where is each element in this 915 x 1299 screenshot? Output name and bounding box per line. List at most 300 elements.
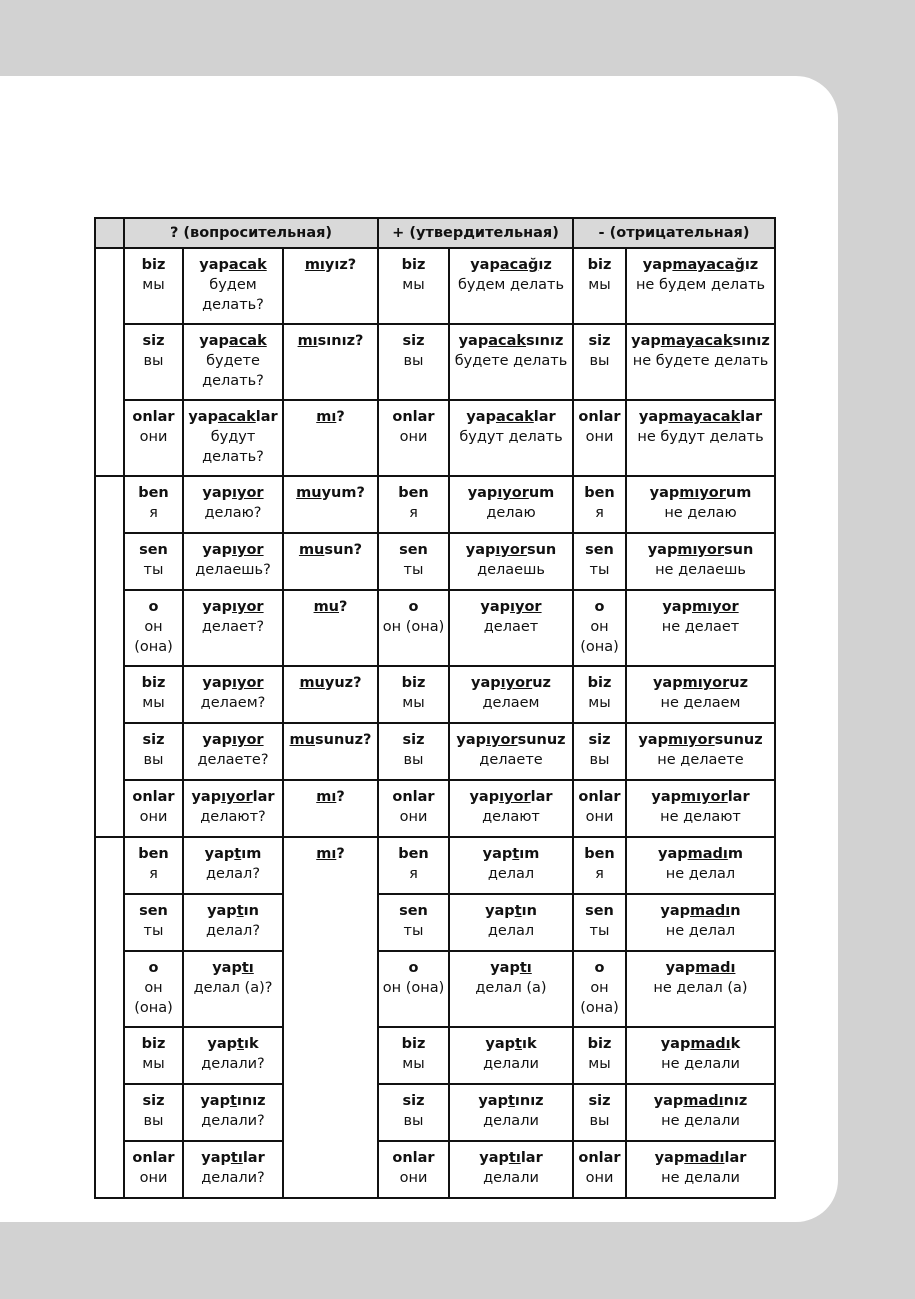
question-verb-cell: [183, 723, 283, 780]
verb-form-part: mıyor: [667, 732, 715, 748]
verb-form-part: ım: [519, 846, 540, 862]
verb-form: [186, 901, 280, 921]
question-verb-cell: [183, 476, 283, 533]
pronoun: sen: [139, 542, 168, 558]
verb-form: [629, 901, 772, 921]
negative-verb-cell: [626, 1084, 775, 1141]
verb-form-part: yap: [466, 409, 496, 425]
affirm-pronoun-cell: [378, 1141, 449, 1198]
question-particle: [286, 597, 375, 617]
question-pronoun-cell: [124, 837, 183, 894]
pronoun-translation: мы: [588, 277, 611, 293]
verb-translation: делал (а)?: [193, 980, 273, 996]
question-particle-part: mu: [313, 599, 339, 615]
table-row: [95, 666, 775, 723]
verb-form: [186, 844, 280, 864]
question-verb-cell: [183, 324, 283, 400]
negative-verb-cell: [626, 723, 775, 780]
affirm-pronoun-cell: [378, 476, 449, 533]
negative-verb-cell: [626, 780, 775, 837]
question-particle: [286, 407, 375, 427]
pronoun-translation: они: [399, 809, 428, 825]
affirm-pronoun-cell: [378, 324, 449, 400]
affirm-pronoun-cell: [378, 894, 449, 951]
negative-verb-cell: [626, 476, 775, 533]
verb-form: [629, 787, 772, 807]
verb-form: [186, 331, 280, 351]
pronoun-translation: мы: [142, 1056, 165, 1072]
verb-form-part: lar: [727, 789, 750, 805]
pronoun: o: [148, 960, 159, 976]
verb-translation: не делали: [661, 1170, 740, 1186]
verb-translation: не делаете: [657, 752, 744, 768]
verb-form-part: ıyor: [232, 675, 264, 691]
verb-form-part: yap: [199, 257, 229, 273]
verb-form-part: sunuz: [714, 732, 763, 748]
question-pronoun-cell: [124, 324, 183, 400]
verb-form-part: ınız: [236, 1093, 266, 1109]
affirm-verb-cell: [449, 1084, 573, 1141]
pronoun-translation: я: [409, 505, 418, 521]
verb-form-part: madı: [690, 903, 731, 919]
verb-form-part: yap: [467, 485, 498, 501]
pronoun: onlar: [132, 409, 175, 425]
pronoun: o: [594, 599, 605, 615]
pronoun: siz: [402, 732, 425, 748]
pronoun-translation: ты: [589, 923, 610, 939]
affirm-pronoun-cell: [378, 780, 449, 837]
verb-translation: делаешь?: [195, 562, 271, 578]
affirm-pronoun-cell: [378, 951, 449, 1027]
verb-form-part: sun: [724, 542, 754, 558]
pronoun-translation: он (она): [382, 619, 445, 635]
verb-form-part: ın: [521, 903, 537, 919]
verb-form: [452, 673, 570, 693]
question-verb-cell: [183, 533, 283, 590]
pronoun-translation: вы: [143, 1113, 164, 1129]
verb-form-part: yap: [212, 960, 242, 976]
table-row: [95, 1141, 775, 1198]
pronoun-translation: они: [399, 429, 428, 445]
verb-form-part: yap: [471, 675, 501, 691]
verb-form-part: acak: [228, 257, 267, 273]
pronoun: o: [148, 599, 159, 615]
affirm-verb-cell: [449, 1141, 573, 1198]
question-pronoun-cell: [124, 723, 183, 780]
question-verb-cell: [183, 248, 283, 324]
affirm-verb-cell: [449, 666, 573, 723]
verb-translation: не делает: [661, 619, 740, 635]
verb-form: [452, 540, 570, 560]
verb-translation: будут делать: [459, 429, 563, 445]
pronoun-translation: вы: [589, 353, 610, 369]
question-particle-part: mu: [298, 542, 325, 558]
negative-verb-cell: [626, 248, 775, 324]
verb-form-part: acak: [217, 409, 256, 425]
affirm-verb-cell: [449, 324, 573, 400]
pronoun-translation: они: [585, 809, 614, 825]
verb-translation: делают: [482, 809, 540, 825]
verb-translation: не будут делать: [637, 429, 764, 445]
question-verb-cell: [183, 780, 283, 837]
verb-form-part: ıyor: [500, 675, 533, 691]
question-particle-part: mu: [296, 485, 322, 501]
verb-form: [452, 958, 570, 978]
question-particle-part: yum?: [321, 485, 365, 501]
question-pronoun-cell: [124, 951, 183, 1027]
question-particle-part: mı: [316, 409, 337, 425]
verb-form-part: tı: [230, 1150, 243, 1166]
question-particle-cell: [283, 723, 378, 780]
pronoun: onlar: [132, 1150, 175, 1166]
verb-translation: будете делать: [454, 353, 568, 369]
question-particle: [286, 331, 375, 351]
pronoun: onlar: [392, 409, 435, 425]
verb-form-part: yap: [480, 599, 511, 615]
verb-form-part: m: [727, 846, 743, 862]
question-verb-cell: [183, 951, 283, 1027]
header-negative: - (отрицательная): [573, 218, 775, 248]
verb-form: [186, 540, 280, 560]
verb-form-part: yap: [658, 846, 688, 862]
verb-form-part: yap: [202, 732, 233, 748]
question-verb-cell: [183, 1084, 283, 1141]
affirm-verb-cell: [449, 1027, 573, 1084]
verb-form: [629, 1034, 772, 1054]
question-particle-part: mu: [299, 675, 325, 691]
negative-pronoun-cell: [573, 837, 626, 894]
verb-form-part: mıyor: [677, 542, 724, 558]
pronoun: biz: [401, 257, 426, 273]
verb-form: [452, 901, 570, 921]
question-pronoun-cell: [124, 1084, 183, 1141]
table-body: [95, 248, 775, 1198]
pronoun-translation: ты: [143, 923, 164, 939]
verb-form: [452, 1034, 570, 1054]
verb-form-part: yap: [456, 732, 487, 748]
pronoun: siz: [142, 1093, 165, 1109]
page-sheet: [0, 76, 838, 1222]
verb-form-part: yap: [188, 409, 218, 425]
affirm-verb-cell: [449, 476, 573, 533]
verb-form: [186, 787, 280, 807]
verb-form-part: sınız: [526, 333, 564, 349]
pronoun-translation: мы: [588, 1056, 611, 1072]
pronoun-translation: он (она): [134, 619, 173, 655]
question-particle-part: sun?: [324, 542, 363, 558]
affirm-pronoun-cell: [378, 837, 449, 894]
pronoun-translation: я: [595, 505, 604, 521]
question-particle-part: mı: [316, 846, 337, 862]
negative-verb-cell: [626, 400, 775, 476]
verb-translation: делали?: [201, 1056, 265, 1072]
verb-form-part: ınız: [514, 1093, 544, 1109]
negative-pronoun-cell: [573, 248, 626, 324]
pronoun: biz: [401, 675, 426, 691]
verb-form-part: lar: [724, 1150, 747, 1166]
pronoun: onlar: [392, 789, 435, 805]
verb-form-part: yap: [651, 789, 682, 805]
question-verb-cell: [183, 894, 283, 951]
question-particle: [286, 844, 375, 864]
header-affirmative: + (утвердительная): [378, 218, 573, 248]
verb-form-part: acak: [228, 333, 267, 349]
verb-translation: делает: [483, 619, 539, 635]
verb-form-part: yap: [638, 732, 668, 748]
pronoun: onlar: [578, 789, 621, 805]
question-pronoun-cell: [124, 894, 183, 951]
question-particle: [286, 787, 375, 807]
verb-translation: не делали: [661, 1056, 740, 1072]
verb-form-part: lar: [533, 409, 556, 425]
affirm-verb-cell: [449, 590, 573, 666]
verb-form: [186, 255, 280, 275]
pronoun-translation: они: [139, 429, 168, 445]
pronoun: sen: [399, 542, 428, 558]
verb-form-part: yap: [200, 1093, 230, 1109]
verb-form-part: acak: [488, 333, 527, 349]
tense-label-cell: [95, 476, 124, 837]
pronoun: ben: [584, 846, 615, 862]
verb-form-part: mayacak: [660, 333, 733, 349]
negative-verb-cell: [626, 894, 775, 951]
verb-form: [452, 331, 570, 351]
verb-form-part: yap: [665, 960, 696, 976]
verb-form-part: yap: [202, 542, 233, 558]
verb-form-part: yap: [649, 485, 680, 501]
negative-verb-cell: [626, 1141, 775, 1198]
pronoun: biz: [141, 257, 166, 273]
pronoun: onlar: [578, 1150, 621, 1166]
verb-form-part: um: [528, 485, 555, 501]
pronoun: sen: [139, 903, 168, 919]
verb-form-part: madı: [690, 1036, 731, 1052]
header-question: ? (вопросительная): [124, 218, 378, 248]
verb-translation: делали: [483, 1113, 539, 1129]
affirm-verb-cell: [449, 894, 573, 951]
verb-translation: делают?: [200, 809, 266, 825]
question-verb-cell: [183, 666, 283, 723]
verb-form: [629, 597, 772, 617]
verb-form-part: madı: [683, 1093, 724, 1109]
pronoun-translation: они: [585, 1170, 614, 1186]
verb-form-part: yap: [469, 789, 500, 805]
verb-form-part: t: [236, 903, 244, 919]
verb-form-part: yap: [202, 599, 233, 615]
question-particle-part: mı: [304, 257, 325, 273]
verb-form-part: yap: [485, 1036, 516, 1052]
pronoun: siz: [588, 732, 611, 748]
verb-form: [629, 255, 772, 275]
affirm-verb-cell: [449, 951, 573, 1027]
verb-form: [629, 407, 772, 427]
verb-form: [452, 255, 570, 275]
pronoun-translation: вы: [143, 752, 164, 768]
negative-verb-cell: [626, 324, 775, 400]
question-pronoun-cell: [124, 666, 183, 723]
tense-label-cell: [95, 248, 124, 476]
verb-translation: не делал: [665, 923, 736, 939]
question-particle: [286, 673, 375, 693]
verb-form-part: uz: [729, 675, 749, 691]
verb-form: [452, 483, 570, 503]
verb-form-part: ıyor: [495, 542, 527, 558]
conjugation-table: [94, 217, 776, 1199]
pronoun: biz: [587, 675, 612, 691]
negative-pronoun-cell: [573, 324, 626, 400]
verb-form-part: mıyor: [691, 599, 739, 615]
question-particle-cell: [283, 666, 378, 723]
affirm-verb-cell: [449, 837, 573, 894]
verb-form-part: tı: [519, 960, 532, 976]
negative-verb-cell: [626, 666, 775, 723]
verb-form: [629, 1148, 772, 1168]
verb-form-part: t: [507, 1093, 515, 1109]
affirm-verb-cell: [449, 248, 573, 324]
pronoun: biz: [141, 1036, 166, 1052]
verb-form-part: yap: [662, 599, 692, 615]
question-verb-cell: [183, 1027, 283, 1084]
verb-form: [186, 1148, 280, 1168]
verb-translation: делаешь: [477, 562, 545, 578]
verb-form-part: ıyor: [221, 789, 253, 805]
verb-form-part: yap: [479, 1150, 509, 1166]
negative-pronoun-cell: [573, 780, 626, 837]
verb-translation: делали?: [201, 1170, 265, 1186]
question-particle: [286, 540, 375, 560]
pronoun-translation: мы: [402, 277, 425, 293]
verb-form-part: yap: [631, 333, 661, 349]
affirm-verb-cell: [449, 533, 573, 590]
question-particle-part: ?: [336, 409, 345, 425]
verb-form-part: lar: [242, 1150, 265, 1166]
verb-form: [186, 407, 280, 427]
table-row: [95, 1084, 775, 1141]
header-row: [95, 218, 775, 248]
verb-form-part: ım: [241, 846, 262, 862]
pronoun-translation: я: [149, 866, 158, 882]
verb-form-part: yap: [465, 542, 496, 558]
verb-translation: не делаем: [660, 695, 741, 711]
verb-form-part: yap: [202, 675, 233, 691]
verb-translation: делаю?: [204, 505, 262, 521]
pronoun-translation: вы: [143, 353, 164, 369]
question-particle-part: ?: [339, 599, 348, 615]
pronoun: ben: [398, 846, 429, 862]
question-pronoun-cell: [124, 248, 183, 324]
table-row: [95, 837, 775, 894]
verb-form-part: yap: [199, 333, 229, 349]
verb-form: [186, 1034, 280, 1054]
pronoun: sen: [585, 542, 614, 558]
pronoun: biz: [587, 1036, 612, 1052]
verb-form-part: ın: [243, 903, 259, 919]
verb-translation: не будем делать: [635, 277, 766, 293]
pronoun-translation: вы: [403, 353, 424, 369]
question-pronoun-cell: [124, 533, 183, 590]
verb-form-part: nız: [723, 1093, 748, 1109]
affirm-pronoun-cell: [378, 533, 449, 590]
question-verb-cell: [183, 1141, 283, 1198]
table-row: [95, 476, 775, 533]
pronoun-translation: ты: [589, 562, 610, 578]
question-particle-cell: [283, 533, 378, 590]
negative-pronoun-cell: [573, 1027, 626, 1084]
verb-form: [629, 958, 772, 978]
verb-form-part: yap: [647, 542, 678, 558]
verb-form-part: yap: [485, 903, 515, 919]
pronoun-translation: я: [595, 866, 604, 882]
verb-form-part: yap: [458, 333, 489, 349]
question-particle-part: ?: [336, 789, 345, 805]
verb-form-part: ız: [538, 257, 552, 273]
affirm-pronoun-cell: [378, 590, 449, 666]
pronoun: siz: [402, 1093, 425, 1109]
verb-form: [186, 483, 280, 503]
verb-form-part: yap: [207, 903, 237, 919]
pronoun-translation: вы: [403, 752, 424, 768]
verb-form-part: yap: [642, 257, 673, 273]
negative-verb-cell: [626, 590, 775, 666]
verb-form: [186, 597, 280, 617]
verb-form: [452, 844, 570, 864]
question-pronoun-cell: [124, 590, 183, 666]
pronoun-translation: мы: [588, 695, 611, 711]
negative-verb-cell: [626, 533, 775, 590]
pronoun-translation: ты: [143, 562, 164, 578]
affirm-pronoun-cell: [378, 666, 449, 723]
verb-form-part: n: [730, 903, 741, 919]
affirm-pronoun-cell: [378, 1084, 449, 1141]
question-particle-cell: [283, 780, 378, 837]
verb-form-part: t: [512, 846, 520, 862]
header-corner: [95, 218, 124, 248]
verb-form: [629, 1091, 772, 1111]
verb-translation: будем делать?: [202, 277, 264, 313]
verb-form-part: yap: [478, 1093, 508, 1109]
question-particle-cell: [283, 476, 378, 533]
question-verb-cell: [183, 400, 283, 476]
verb-translation: делал?: [205, 923, 261, 939]
verb-translation: не делал (а): [653, 980, 748, 996]
negative-pronoun-cell: [573, 476, 626, 533]
pronoun: biz: [141, 675, 166, 691]
verb-translation: делали: [483, 1056, 539, 1072]
table-row: [95, 780, 775, 837]
pronoun-translation: он (она): [580, 980, 619, 1016]
pronoun: siz: [588, 1093, 611, 1109]
verb-translation: не делал: [665, 866, 736, 882]
verb-translation: делаете: [479, 752, 543, 768]
question-pronoun-cell: [124, 1027, 183, 1084]
verb-translation: будем делать: [457, 277, 565, 293]
question-pronoun-cell: [124, 1141, 183, 1198]
verb-form-part: ık: [243, 1036, 259, 1052]
verb-translation: делал (а): [475, 980, 547, 996]
negative-pronoun-cell: [573, 590, 626, 666]
verb-translation: не делаешь: [655, 562, 746, 578]
verb-form-part: mıyor: [679, 485, 726, 501]
verb-form: [629, 730, 772, 750]
verb-form-part: lar: [255, 409, 278, 425]
verb-form-part: lar: [252, 789, 275, 805]
negative-pronoun-cell: [573, 951, 626, 1027]
verb-form-part: sınız: [732, 333, 770, 349]
pronoun-translation: они: [585, 429, 614, 445]
table-row: [95, 723, 775, 780]
pronoun: ben: [398, 485, 429, 501]
verb-form-part: madı: [695, 960, 736, 976]
